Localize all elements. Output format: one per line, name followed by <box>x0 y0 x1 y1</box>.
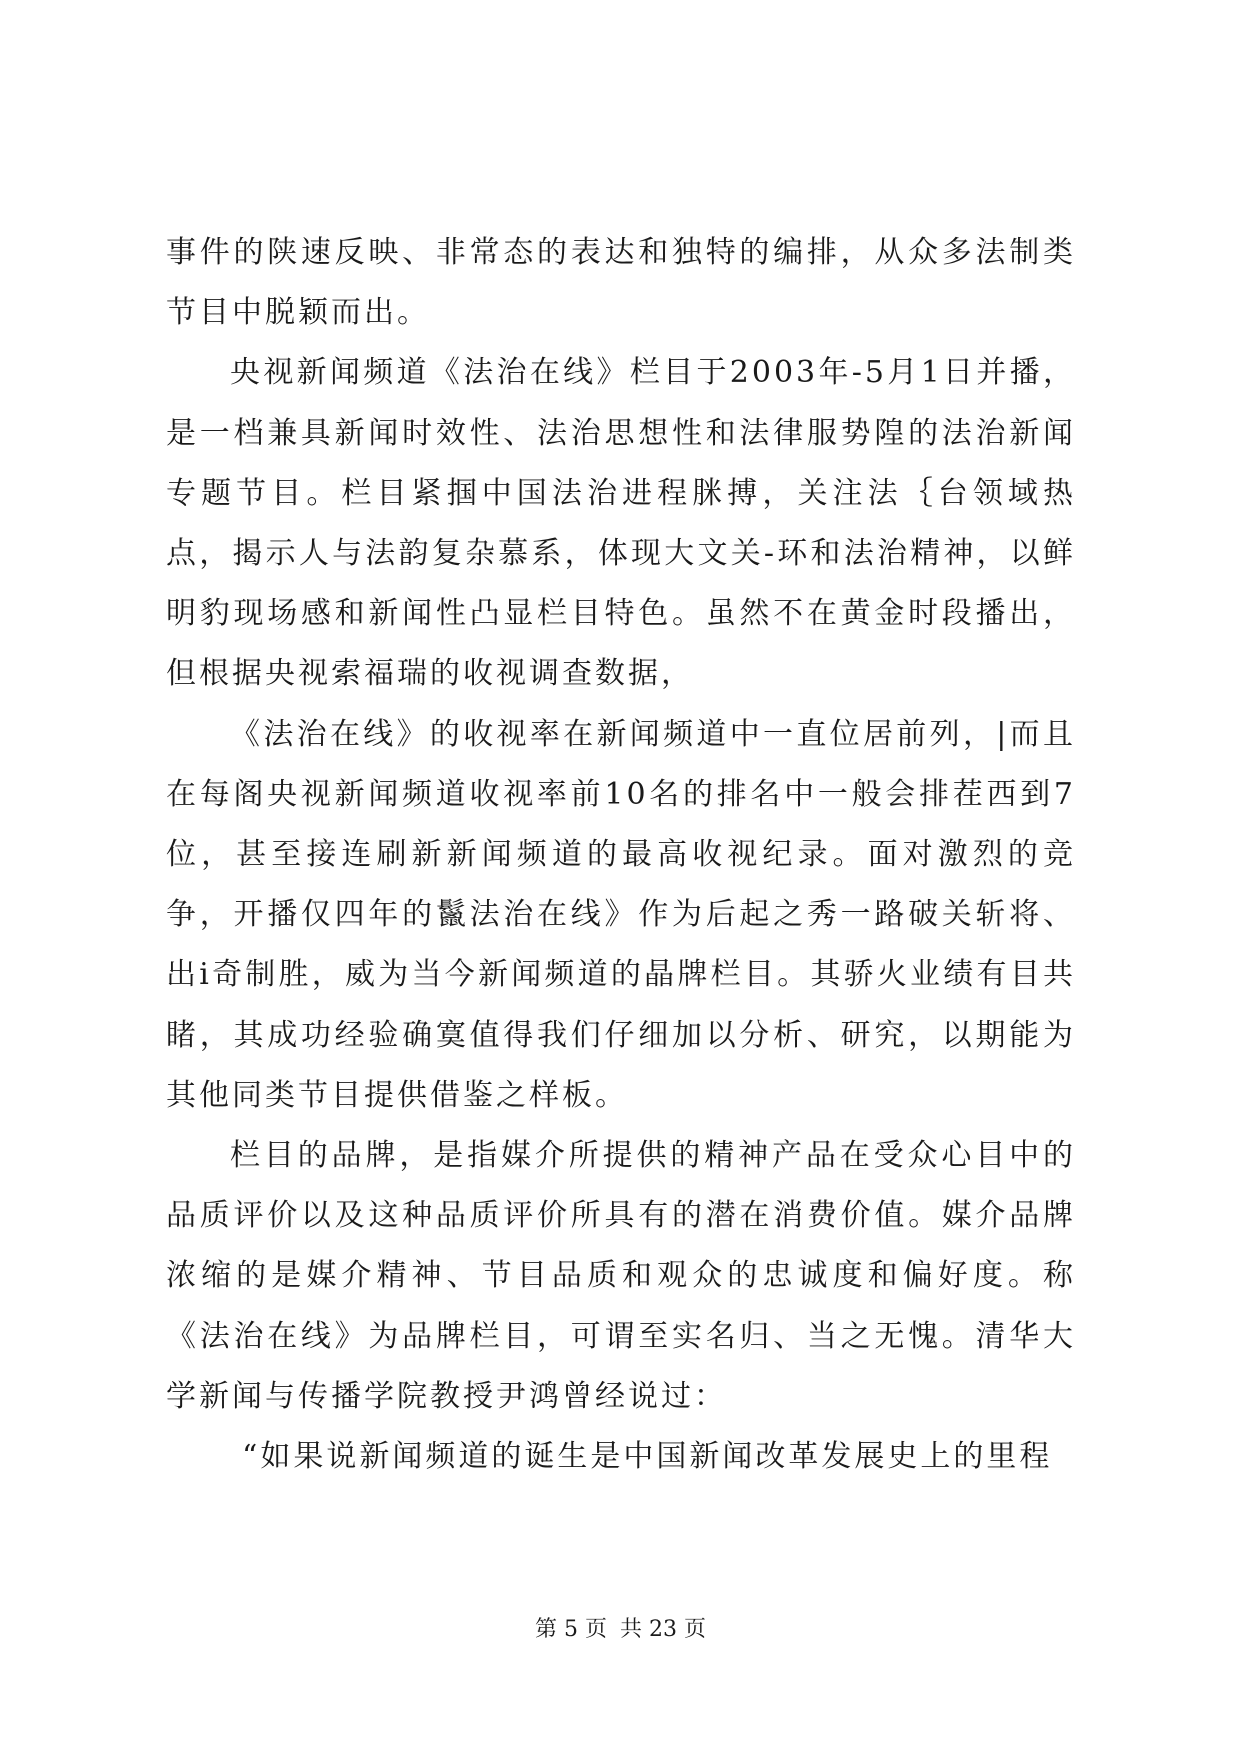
paragraph-5-quote: “如果说新闻频道的诞生是中国新闻改革发展史上的里程 <box>242 1439 1053 1475</box>
page-number: 第 5 页 <box>535 1617 607 1642</box>
paragraph-3: 《法治在线》的收视率在新闻频道中一直位居前列，|而且在每阁央视新闻频道收视率前10名的排名中一般会排茬西到7位，甚至接连刷新新闻频道的最高收视纪录。面对激烈的竞争，开播仅四年的鬣法治在线》作为后起之秀一路破关斩将、出i奇制胜，威为当今新闻频道的晶牌栏目。其骄火业绩有目共睹，其成功经验确寞值得我们仔细加以分析、研究，以期能为其他同类节目提供借鉴之样板。 <box>166 716 1076 1113</box>
page-footer <box>0 1612 1241 1643</box>
page-total: 共 23 页 <box>620 1617 706 1642</box>
document-body <box>166 223 1076 1487</box>
paragraph-2: 央视新闻频道《法治在线》栏目于2003年-5月1日并播，是一档兼具新闻时效性、法治思想性和法律服势隍的法治新闻专题节目。栏目紧掴中国法治进程脒搏，关注法｛台领域热点，揭示人与法韵复杂慕系，体现大文关-环和法治精神，以鲜明豹现场感和新闻性凸显栏目特色。虽然不在黄金时段播出，但根据央视索福瑞的收视调查数据， <box>166 355 1076 692</box>
paragraph-1: 事件的陕速反映、非常态的表达和独特的编排，从众多法制类节目中脱颖而出。 <box>166 235 1076 331</box>
paragraph-4: 栏目的品牌，是指媒介所提供的精神产品在受众心目中的品质评价以及这种品质评价所具有的潜在消费价值。媒介品牌浓缩的是媒介精神、节目品质和观众的忠诚度和偏好度。称《法治在线》为品牌栏目，可谓至实名归、当之无愧。清华大学新闻与传播学院教授尹鸿曾经说过： <box>166 1138 1076 1414</box>
